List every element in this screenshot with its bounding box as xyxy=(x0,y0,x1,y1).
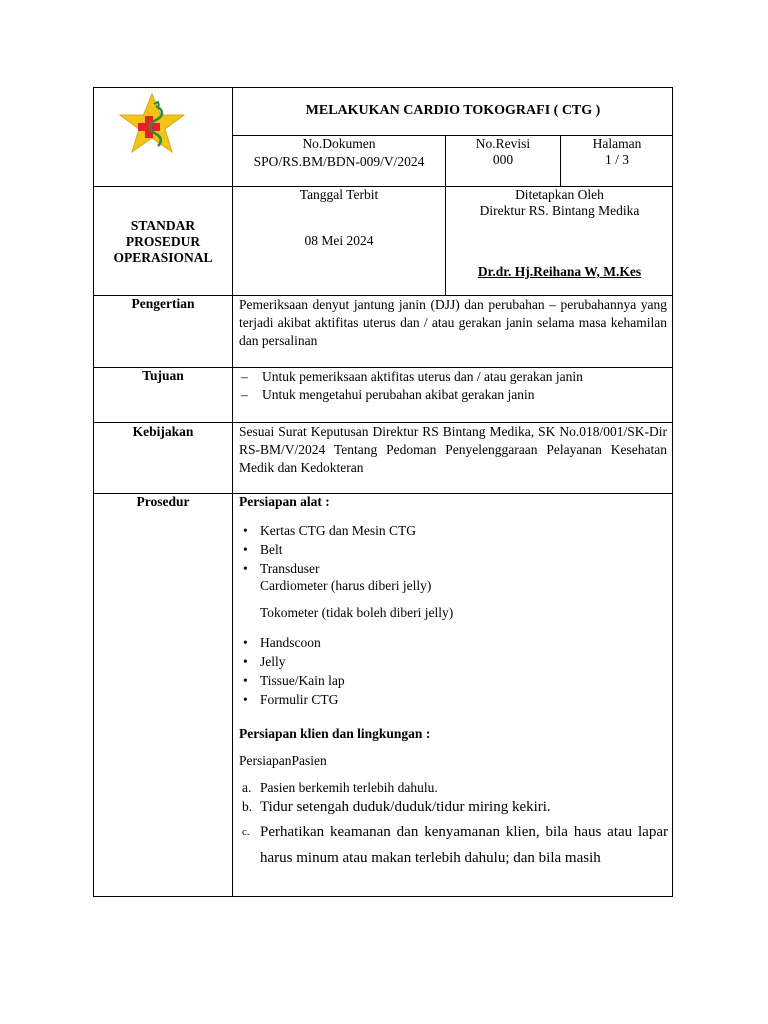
revision-label: No.Revisi xyxy=(475,136,531,151)
prosedur-label: Prosedur xyxy=(136,494,190,509)
hospital-logo xyxy=(114,92,190,156)
list-item: • Kertas CTG dan Mesin CTG xyxy=(240,521,416,540)
step-text: Perhatikan keamanan dan kenyamanan klien, bila haus atau lapar harus minum atau makan terlebih dahulu; dan bila masih xyxy=(260,824,668,866)
list-item: • Belt xyxy=(240,540,416,559)
tujuan-item: Untuk mengetahui perubahan akibat gerakan janin xyxy=(262,387,535,402)
page-value: 1 / 3 xyxy=(604,152,629,167)
step-text: Tidur setengah duduk/duduk/tidur miring kekiri. xyxy=(260,799,551,815)
revision-value: 000 xyxy=(492,152,514,167)
client-heading: Persiapan klien dan lingkungan : xyxy=(239,726,431,741)
doc-no-label: No.Dokumen xyxy=(302,136,376,151)
list-item: • Handscoon xyxy=(240,633,345,652)
patient-prep-label: PersiapanPasien xyxy=(239,753,327,768)
kebijakan-label: Kebijakan xyxy=(132,424,194,439)
list-item xyxy=(240,797,668,817)
tools-list xyxy=(240,633,345,709)
signatory-name: Dr.dr. Hj.Reihana W, M.Kes xyxy=(477,264,642,279)
issue-date-label: Tanggal Terbit xyxy=(299,187,379,202)
tools-list xyxy=(240,521,416,578)
tools-heading: Persiapan alat : xyxy=(239,494,330,509)
tujuan-dash: – xyxy=(241,369,248,384)
sop-label-line3: OPERASIONAL xyxy=(113,250,213,265)
transducer-sub-item: Tokometer (tidak boleh diberi jelly) xyxy=(260,605,454,620)
pengertian-text: Pemeriksaan denyut jantung janin (DJJ) dan perubahan – perubahannya yang terjadi akibat aktifitas uterus dan / atau gerakan janin selama masa kehamilan dan persalinan xyxy=(239,297,667,348)
list-item: • Formulir CTG xyxy=(240,690,345,709)
list-item xyxy=(240,819,668,871)
kebijakan-text: Sesuai Surat Keputusan Direktur RS Bintang Medika, SK No.018/001/SK-Dir RS-BM/V/2024 Tentang Pedoman Penyelenggaraan Pelayanan Kesehatan Medik dan Kedokteran xyxy=(239,424,667,475)
doc-no-value: SPO/RS.BM/BDN-009/V/2024 xyxy=(253,154,425,169)
list-letter: b. xyxy=(242,799,253,814)
transducer-sub-item: Cardiometer (harus diberi jelly) xyxy=(260,578,432,593)
list-item: • Tissue/Kain lap xyxy=(240,671,345,690)
tujuan-item: Untuk pemeriksaan aktifitas uterus dan / atau gerakan janin xyxy=(262,369,583,384)
pengertian-label: Pengertian xyxy=(131,296,195,311)
issue-date: 08 Mei 2024 xyxy=(304,233,374,248)
approved-by-label: Ditetapkan Oleh xyxy=(515,187,604,202)
sop-label-line2: PROSEDUR xyxy=(125,234,201,249)
tujuan-dash: – xyxy=(241,387,248,402)
approved-by-org: Direktur RS. Bintang Medika xyxy=(479,203,640,218)
list-letter: a. xyxy=(242,780,252,795)
sop-label-line1: STANDAR xyxy=(130,218,196,233)
list-item: • Transduser xyxy=(240,559,416,578)
divider xyxy=(232,87,233,897)
page-label: Halaman xyxy=(592,136,642,151)
list-item: • Jelly xyxy=(240,652,345,671)
list-letter: c. xyxy=(242,826,250,838)
steps-list xyxy=(240,779,668,871)
list-item xyxy=(240,779,668,797)
step-text: Pasien berkemih terlebih dahulu. xyxy=(260,780,438,795)
tujuan-label: Tujuan xyxy=(142,368,184,383)
document-title: MELAKUKAN CARDIO TOKOGRAFI ( CTG ) xyxy=(305,103,601,118)
